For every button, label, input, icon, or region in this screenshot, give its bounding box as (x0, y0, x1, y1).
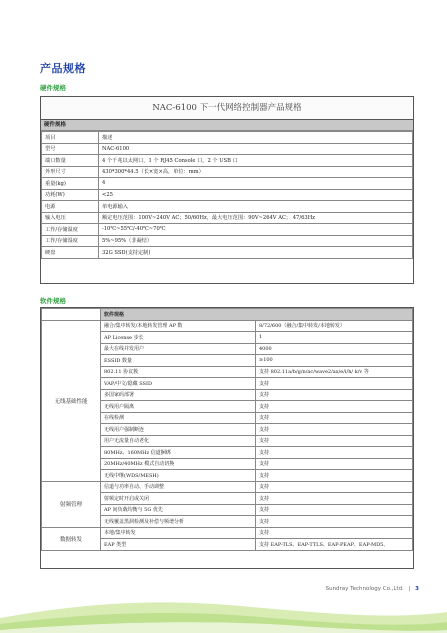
hardware-row-value: 32G SSD(支持定制) (99, 247, 413, 259)
software-category: 射频管理 (42, 481, 101, 527)
software-feature: 无线中继(WDS/MESH) (101, 470, 256, 482)
software-value: 支持 (256, 516, 413, 528)
hardware-row-key: 电源 (42, 201, 99, 213)
hardware-sub-header (41, 120, 413, 131)
software-value: 支持 (256, 378, 413, 390)
software-value: 支持 (256, 389, 413, 401)
hardware-sub-header-label: 硬件规格 (44, 122, 67, 128)
hardware-row (42, 247, 413, 259)
software-category: 无线基础性能 (42, 320, 101, 481)
hardware-row-key: 硬盘 (42, 247, 99, 259)
software-feature: 无线用户隔离 (101, 401, 256, 413)
software-row (42, 527, 413, 539)
hardware-row (42, 224, 413, 236)
hardware-spec-table (40, 96, 414, 284)
hardware-row-key: 外形尺寸 (42, 166, 99, 178)
software-value: 支持 (256, 493, 413, 505)
hardware-row-value: NAC-6100 (99, 143, 413, 155)
software-feature: 无线用户强制断连 (101, 424, 256, 436)
hardware-row-key: 功耗(W) (42, 189, 99, 201)
hardware-row (42, 143, 413, 155)
software-value: 支持 (256, 424, 413, 436)
hardware-row (42, 189, 413, 201)
software-feature: EAP 类型 (101, 539, 256, 551)
software-feature: VAP/中文/隐藏 SSID (101, 378, 256, 390)
hardware-row-key: 项目 (42, 132, 99, 144)
page-title: 产品规格 (40, 62, 86, 75)
hardware-row-key: 端口数量 (42, 155, 99, 167)
hardware-row-value: <25 (99, 189, 413, 201)
hardware-row-value: 5%~95%（非凝结） (99, 235, 413, 247)
hardware-row-key: 输入电压 (42, 212, 99, 224)
software-category: 数据转发 (42, 527, 101, 550)
hardware-row-value: 单电源输入 (99, 201, 413, 213)
software-value: 支持 (256, 447, 413, 459)
software-row (42, 481, 413, 493)
hardware-section-label: 硬件规格 (40, 84, 66, 92)
software-spec-table (40, 307, 414, 569)
software-feature: 无线覆盖黑洞检测及补偿与频谱分析 (101, 516, 256, 528)
hardware-row-key: 重量(kg) (42, 178, 99, 190)
software-value: 支持 (256, 435, 413, 447)
software-row (42, 320, 413, 332)
software-value: 8/72/600（融合/集中转发/本地转发） (256, 320, 413, 332)
hardware-row (42, 132, 413, 144)
software-feature: 射频定时开启或关闭 (101, 493, 256, 505)
software-header-blank (42, 309, 101, 321)
hardware-row (42, 155, 413, 167)
hardware-table-title: NAC-6100 下一代网络控制器产品规格 (41, 97, 413, 120)
software-value: 支持 (256, 412, 413, 424)
footer-separator: | (408, 586, 411, 592)
footer-company: Sundray Technology Co.,Ltd. (325, 586, 404, 592)
software-feature: AP License 步长 (101, 332, 256, 344)
hardware-row (42, 212, 413, 224)
software-value: 4000 (256, 343, 413, 355)
software-feature: 80MHz、160MHz 信道捆绑 (101, 447, 256, 459)
software-feature: 20MHz/40MHz 模式自动切换 (101, 458, 256, 470)
hardware-row (42, 178, 413, 190)
software-feature: 融合/集中转发/本地转发管理 AP 数 (101, 320, 256, 332)
footer-wave-decoration (0, 590, 447, 633)
page-number: 3 (415, 586, 419, 592)
software-feature: 在线检测 (101, 412, 256, 424)
software-feature: AP 间负载均衡与 5G 优先 (101, 504, 256, 516)
software-section-label: 软件规格 (40, 297, 66, 305)
software-feature: ESSID 数量 (101, 355, 256, 367)
software-value: 支持 (256, 401, 413, 413)
software-feature: 信道与功率自动、手动调整 (101, 481, 256, 493)
software-value: 支持 (256, 481, 413, 493)
software-value: 支持 (256, 527, 413, 539)
software-feature: 802.11 协议簇 (101, 366, 256, 378)
hardware-row-value: 4 个千兆以太网口，1 个 RJ45 Console 口，2 个 USB 口 (99, 155, 413, 167)
hardware-row-value: 额定电压范围：100V~240V AC；50/60Hz，最大电压范围：90V~264V AC； 47/63Hz (99, 212, 413, 224)
software-feature: 最大在线并发用户 (101, 343, 256, 355)
software-feature: 本地/集中转发 (101, 527, 256, 539)
software-value: 支持 802.11a/b/g/n/ac/wave2/ax/e/i/h/ k/v 等 (256, 366, 413, 378)
hardware-row (42, 235, 413, 247)
software-header-row (42, 309, 413, 321)
software-rows (41, 308, 413, 551)
hardware-row-value: -10℃~55℃/-40℃~70℃ (99, 224, 413, 236)
software-sub-header: 软件规格 (101, 309, 413, 321)
hardware-row-key: 工作/存储湿度 (42, 235, 99, 247)
software-feature: 用户无流量自动老化 (101, 435, 256, 447)
hardware-row (42, 166, 413, 178)
hardware-rows (41, 131, 413, 259)
software-value: ≥100 (256, 355, 413, 367)
hardware-row (42, 201, 413, 213)
software-value: 支持 (256, 458, 413, 470)
hardware-row-key: 工作/存储温度 (42, 224, 99, 236)
hardware-row-value: 430*300*44.5（长×宽×高，单位：mm） (99, 166, 413, 178)
software-value: 1 (256, 332, 413, 344)
hardware-row-key: 型号 (42, 143, 99, 155)
software-feature: 多国家码部署 (101, 389, 256, 401)
hardware-row-value: 描述 (99, 132, 413, 144)
hardware-row-value: 4 (99, 178, 413, 190)
software-value: 支持 (256, 504, 413, 516)
software-value: 支持 (256, 470, 413, 482)
software-value: 支持 EAP-TLS、EAP-TTLS、EAP-PEAP、EAP-MD5、 (256, 539, 413, 551)
